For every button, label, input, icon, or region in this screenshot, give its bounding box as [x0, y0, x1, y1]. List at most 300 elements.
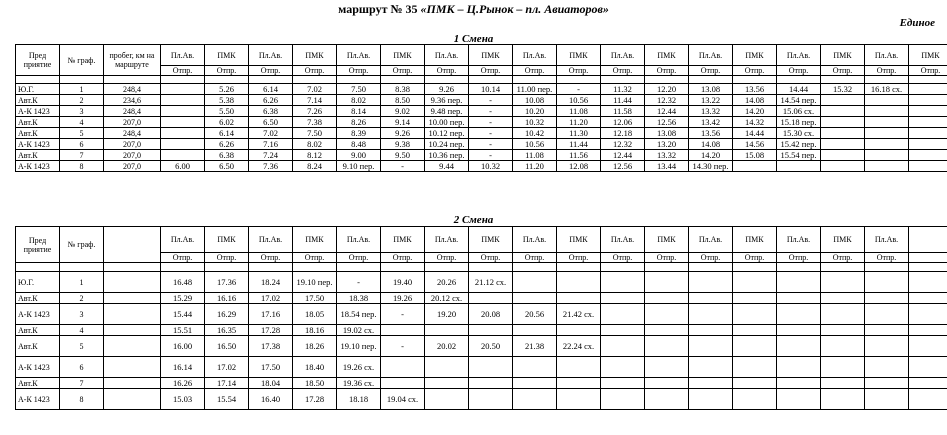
time-cell: 20.02: [425, 336, 469, 357]
row-graf: 7: [60, 150, 104, 161]
empty-cell: [909, 378, 947, 389]
time-cell: 8.14: [337, 106, 381, 117]
otpr-label: Отпр.: [381, 253, 425, 263]
time-cell: [381, 378, 425, 389]
otpr-label: Отпр.: [161, 253, 205, 263]
time-cell: [601, 304, 645, 325]
time-cell: [469, 325, 513, 336]
otpr-label: Отпр.: [645, 66, 689, 76]
time-cell: [601, 272, 645, 293]
stop-header: ПМК: [645, 45, 689, 66]
time-cell: [161, 95, 205, 106]
time-cell: [909, 95, 947, 106]
time-cell: 6.26: [249, 95, 293, 106]
time-cell: [821, 272, 865, 293]
time-cell: 21.12 сх.: [469, 272, 513, 293]
time-cell: 14.20: [689, 150, 733, 161]
empty-cell: [909, 272, 947, 293]
time-cell: [909, 106, 947, 117]
time-cell: 9.48 пер.: [425, 106, 469, 117]
time-cell: 14.54 пер.: [777, 95, 821, 106]
time-cell: 9.14: [381, 117, 425, 128]
time-cell: [865, 106, 909, 117]
row-mileage: [104, 336, 161, 357]
time-cell: [425, 378, 469, 389]
time-cell: 19.20: [425, 304, 469, 325]
empty-cell: [909, 227, 947, 253]
time-cell: 5.26: [205, 84, 249, 95]
schedule-row: [16, 304, 947, 325]
stop-header: ПМК: [645, 227, 689, 253]
time-cell: 5.38: [205, 95, 249, 106]
empty-cell: [381, 76, 425, 84]
empty-cell: [645, 263, 689, 272]
time-cell: [777, 161, 821, 172]
time-cell: [821, 325, 865, 336]
stop-header: Пл.Ав.: [161, 227, 205, 253]
time-cell: 10.08: [513, 95, 557, 106]
time-cell: 17.50: [249, 357, 293, 378]
time-cell: 9.50: [381, 150, 425, 161]
time-cell: 11.08: [557, 106, 601, 117]
time-cell: 16.48: [161, 272, 205, 293]
row-graf: 1: [60, 272, 104, 293]
otpr-label: Отпр.: [865, 66, 909, 76]
otpr-label: Отпр.: [601, 66, 645, 76]
time-cell: [161, 139, 205, 150]
time-cell: 12.32: [645, 95, 689, 106]
time-cell: [865, 128, 909, 139]
row-graf: 2: [60, 95, 104, 106]
time-cell: -: [469, 117, 513, 128]
empty-cell: [249, 263, 293, 272]
time-cell: 6.14: [205, 128, 249, 139]
schedule-row: [16, 106, 947, 117]
otpr-label: Отпр.: [293, 253, 337, 263]
time-cell: [513, 378, 557, 389]
otpr-label: Отпр.: [425, 253, 469, 263]
time-cell: -: [557, 84, 601, 95]
row-enterprise: Авт.К: [16, 150, 60, 161]
time-cell: 8.26: [337, 117, 381, 128]
stop-header: Пл.Ав.: [777, 227, 821, 253]
time-cell: [865, 304, 909, 325]
time-cell: 22.24 сх.: [557, 336, 601, 357]
time-cell: [689, 389, 733, 410]
otpr-label: Отпр.: [557, 253, 601, 263]
empty-cell: [909, 304, 947, 325]
time-cell: [645, 325, 689, 336]
time-cell: 20.56: [513, 304, 557, 325]
otpr-label: Отпр.: [865, 253, 909, 263]
time-cell: [601, 389, 645, 410]
otpr-label: Отпр.: [777, 253, 821, 263]
time-cell: [909, 117, 947, 128]
empty-cell: [909, 357, 947, 378]
time-cell: 19.40: [381, 272, 425, 293]
time-cell: 9.44: [425, 161, 469, 172]
time-cell: [777, 325, 821, 336]
row-mileage: 248,4: [104, 84, 161, 95]
time-cell: 16.29: [205, 304, 249, 325]
time-cell: 8.24: [293, 161, 337, 172]
time-cell: 15.29: [161, 293, 205, 304]
time-cell: [865, 150, 909, 161]
time-cell: 8.02: [293, 139, 337, 150]
title-prefix: маршрут № 35: [338, 2, 418, 16]
time-cell: [821, 293, 865, 304]
time-cell: [821, 95, 865, 106]
time-cell: [733, 304, 777, 325]
shift1-table: [15, 44, 947, 172]
time-cell: [645, 357, 689, 378]
time-cell: 11.32: [601, 84, 645, 95]
stop-header: ПМК: [733, 45, 777, 66]
time-cell: [601, 336, 645, 357]
row-enterprise: А-К 1423: [16, 139, 60, 150]
empty-cell: [777, 263, 821, 272]
time-cell: 11.44: [601, 95, 645, 106]
time-cell: 18.26: [293, 336, 337, 357]
time-cell: 16.16: [205, 293, 249, 304]
time-cell: -: [337, 272, 381, 293]
time-cell: [733, 357, 777, 378]
empty-cell: [249, 76, 293, 84]
time-cell: 10.56: [513, 139, 557, 150]
time-cell: 12.44: [601, 150, 645, 161]
empty-cell: [821, 263, 865, 272]
time-cell: 6.50: [205, 161, 249, 172]
otpr-label: Отпр.: [337, 66, 381, 76]
time-cell: [865, 139, 909, 150]
time-cell: 15.44: [161, 304, 205, 325]
time-cell: [821, 139, 865, 150]
time-cell: 16.18 сх.: [865, 84, 909, 95]
stop-header: Пл.Ав.: [425, 227, 469, 253]
time-cell: 12.32: [601, 139, 645, 150]
time-cell: 16.40: [249, 389, 293, 410]
time-cell: 20.12 сх.: [425, 293, 469, 304]
row-mileage: 207,0: [104, 139, 161, 150]
time-cell: 15.08: [733, 150, 777, 161]
stop-header: ПМК: [205, 45, 249, 66]
time-cell: 10.20: [513, 106, 557, 117]
otpr-label: Отпр.: [205, 66, 249, 76]
row-mileage: [104, 325, 161, 336]
row-enterprise: Авт.К: [16, 293, 60, 304]
otpr-label: Отпр.: [733, 253, 777, 263]
time-cell: [865, 336, 909, 357]
otpr-label: Отпр.: [777, 66, 821, 76]
col-enterprise: Пред приятие: [16, 227, 60, 263]
time-cell: 10.12 пер.: [425, 128, 469, 139]
time-cell: [513, 272, 557, 293]
empty-cell: [821, 76, 865, 84]
time-cell: [557, 272, 601, 293]
header-row: [16, 227, 947, 253]
time-cell: 15.06 сх.: [777, 106, 821, 117]
time-cell: [865, 95, 909, 106]
time-cell: 14.08: [689, 139, 733, 150]
schedule-row: [16, 378, 947, 389]
row-graf: 7: [60, 378, 104, 389]
otpr-label: Отпр.: [601, 253, 645, 263]
time-cell: -: [381, 304, 425, 325]
col-enterprise: Пред приятие: [16, 45, 60, 76]
time-cell: 8.39: [337, 128, 381, 139]
time-cell: [161, 117, 205, 128]
empty-cell: [733, 263, 777, 272]
time-cell: [689, 304, 733, 325]
row-graf: 4: [60, 117, 104, 128]
otpr-label: Отпр.: [909, 66, 947, 76]
time-cell: [469, 378, 513, 389]
empty-cell: [557, 263, 601, 272]
empty-cell: [689, 263, 733, 272]
time-cell: 19.26 сх.: [337, 357, 381, 378]
row-mileage: 248,4: [104, 106, 161, 117]
time-cell: [909, 84, 947, 95]
row-mileage: [104, 378, 161, 389]
time-cell: 11.56: [557, 150, 601, 161]
empty-cell: [16, 76, 60, 84]
schedule-row: [16, 325, 947, 336]
stop-header: Пл.Ав.: [689, 45, 733, 66]
row-mileage: [104, 357, 161, 378]
empty-cell: [104, 263, 161, 272]
empty-cell: [601, 263, 645, 272]
time-cell: 6.50: [249, 117, 293, 128]
row-mileage: [104, 304, 161, 325]
row-enterprise: Ю.Г.: [16, 272, 60, 293]
empty-cell: [601, 76, 645, 84]
row-enterprise: Авт.К: [16, 95, 60, 106]
time-cell: 18.40: [293, 357, 337, 378]
time-cell: 7.26: [293, 106, 337, 117]
time-cell: 18.50: [293, 378, 337, 389]
time-cell: [381, 357, 425, 378]
time-cell: 15.18 пер.: [777, 117, 821, 128]
time-cell: -: [381, 161, 425, 172]
otpr-label: Отпр.: [205, 253, 249, 263]
otpr-label: Отпр.: [249, 66, 293, 76]
time-cell: 18.18: [337, 389, 381, 410]
otpr-label: Отпр.: [513, 253, 557, 263]
otpr-label: Отпр.: [381, 66, 425, 76]
time-cell: 10.56: [557, 95, 601, 106]
row-graf: 1: [60, 84, 104, 95]
stop-header: Пл.Ав.: [601, 227, 645, 253]
empty-cell: [909, 389, 947, 410]
time-cell: [645, 378, 689, 389]
spacer-row: [16, 76, 947, 84]
stop-header: ПМК: [381, 45, 425, 66]
col-graf: № граф.: [60, 45, 104, 76]
stop-header: Пл.Ав.: [337, 45, 381, 66]
empty-cell: [469, 263, 513, 272]
schedule-row: [16, 161, 947, 172]
time-cell: 10.36 пер.: [425, 150, 469, 161]
time-cell: [689, 378, 733, 389]
time-cell: 21.42 сх.: [557, 304, 601, 325]
stop-header: ПМК: [557, 45, 601, 66]
time-cell: [777, 336, 821, 357]
time-cell: [777, 293, 821, 304]
time-cell: [161, 84, 205, 95]
empty-cell: [513, 263, 557, 272]
time-cell: [645, 272, 689, 293]
time-cell: [865, 357, 909, 378]
time-cell: [645, 293, 689, 304]
otpr-label: Отпр.: [293, 66, 337, 76]
row-graf: 8: [60, 161, 104, 172]
schedule-row: [16, 389, 947, 410]
time-cell: 18.54 пер.: [337, 304, 381, 325]
empty-cell: [293, 263, 337, 272]
time-cell: 8.38: [381, 84, 425, 95]
row-graf: 6: [60, 357, 104, 378]
time-cell: [645, 304, 689, 325]
otpr-label: Отпр.: [645, 253, 689, 263]
time-cell: 18.38: [337, 293, 381, 304]
empty-cell: [777, 76, 821, 84]
stop-header: Пл.Ав.: [249, 227, 293, 253]
row-enterprise: Авт.К: [16, 336, 60, 357]
otpr-label: Отпр.: [161, 66, 205, 76]
schedule-row: [16, 293, 947, 304]
time-cell: 9.10 пер.: [337, 161, 381, 172]
time-cell: [865, 325, 909, 336]
time-cell: -: [469, 139, 513, 150]
time-cell: 12.56: [645, 117, 689, 128]
time-cell: 8.12: [293, 150, 337, 161]
empty-cell: [16, 263, 60, 272]
time-cell: 13.08: [689, 84, 733, 95]
schedule-row: [16, 117, 947, 128]
empty-cell: [645, 76, 689, 84]
time-cell: 18.04: [249, 378, 293, 389]
time-cell: 15.03: [161, 389, 205, 410]
time-cell: [689, 272, 733, 293]
empty-cell: [381, 263, 425, 272]
time-cell: 13.20: [645, 139, 689, 150]
otpr-label: Отпр.: [821, 66, 865, 76]
time-cell: [601, 378, 645, 389]
stop-header: Пл.Ав.: [425, 45, 469, 66]
otpr-label: Отпр.: [733, 66, 777, 76]
time-cell: 20.50: [469, 336, 513, 357]
time-cell: [513, 325, 557, 336]
empty-cell: [60, 263, 104, 272]
time-cell: 14.08: [733, 95, 777, 106]
otpr-label: Отпр.: [821, 253, 865, 263]
otpr-label: Отпр.: [337, 253, 381, 263]
time-cell: -: [381, 336, 425, 357]
row-graf: 8: [60, 389, 104, 410]
time-cell: 19.10 пер.: [293, 272, 337, 293]
empty-cell: [293, 76, 337, 84]
time-cell: [777, 304, 821, 325]
time-cell: 18.24: [249, 272, 293, 293]
otpr-label: Отпр.: [469, 253, 513, 263]
otpr-label: Отпр.: [557, 66, 601, 76]
schedule-row: [16, 272, 947, 293]
row-enterprise: Авт.К: [16, 128, 60, 139]
row-graf: 5: [60, 336, 104, 357]
time-cell: [865, 161, 909, 172]
stop-header: ПМК: [821, 45, 865, 66]
time-cell: 7.02: [293, 84, 337, 95]
time-cell: 11.44: [557, 139, 601, 150]
time-cell: [733, 336, 777, 357]
time-cell: -: [469, 128, 513, 139]
time-cell: 16.14: [161, 357, 205, 378]
time-cell: [821, 378, 865, 389]
empty-cell: [425, 76, 469, 84]
time-cell: 9.26: [381, 128, 425, 139]
time-cell: 13.08: [645, 128, 689, 139]
time-cell: 13.32: [689, 106, 733, 117]
empty-cell: [733, 76, 777, 84]
row-mileage: [104, 389, 161, 410]
time-cell: 19.26: [381, 293, 425, 304]
time-cell: [601, 357, 645, 378]
row-graf: 6: [60, 139, 104, 150]
time-cell: [513, 389, 557, 410]
stop-header: Пл.Ав.: [865, 227, 909, 253]
otpr-label: Отпр.: [689, 253, 733, 263]
stop-header: Пл.Ав.: [865, 45, 909, 66]
time-cell: 19.10 пер.: [337, 336, 381, 357]
col-graf: № граф.: [60, 227, 104, 263]
stop-header: ПМК: [557, 227, 601, 253]
time-cell: 7.50: [337, 84, 381, 95]
time-cell: 12.18: [601, 128, 645, 139]
row-graf: 5: [60, 128, 104, 139]
time-cell: 7.24: [249, 150, 293, 161]
empty-cell: [865, 263, 909, 272]
time-cell: [557, 293, 601, 304]
row-enterprise: Авт.К: [16, 325, 60, 336]
time-cell: 21.38: [513, 336, 557, 357]
stop-header: ПМК: [909, 45, 947, 66]
header-row: [16, 45, 947, 66]
time-cell: 9.00: [337, 150, 381, 161]
time-cell: [909, 161, 947, 172]
time-cell: 10.32: [469, 161, 513, 172]
time-cell: 17.50: [293, 293, 337, 304]
time-cell: [909, 128, 947, 139]
time-cell: 9.38: [381, 139, 425, 150]
time-cell: 17.16: [249, 304, 293, 325]
row-mileage: 207,0: [104, 161, 161, 172]
time-cell: [821, 161, 865, 172]
time-cell: [865, 389, 909, 410]
time-cell: 11.30: [557, 128, 601, 139]
stop-header: Пл.Ав.: [337, 227, 381, 253]
time-cell: [733, 272, 777, 293]
row-graf: 2: [60, 293, 104, 304]
time-cell: 16.00: [161, 336, 205, 357]
shift2-title: 2 Смена: [453, 214, 494, 226]
time-cell: 6.14: [249, 84, 293, 95]
time-cell: [689, 325, 733, 336]
time-cell: 13.32: [645, 150, 689, 161]
time-cell: [645, 336, 689, 357]
row-enterprise: Ю.Г.: [16, 84, 60, 95]
col-mileage: [104, 227, 161, 263]
time-cell: [557, 378, 601, 389]
